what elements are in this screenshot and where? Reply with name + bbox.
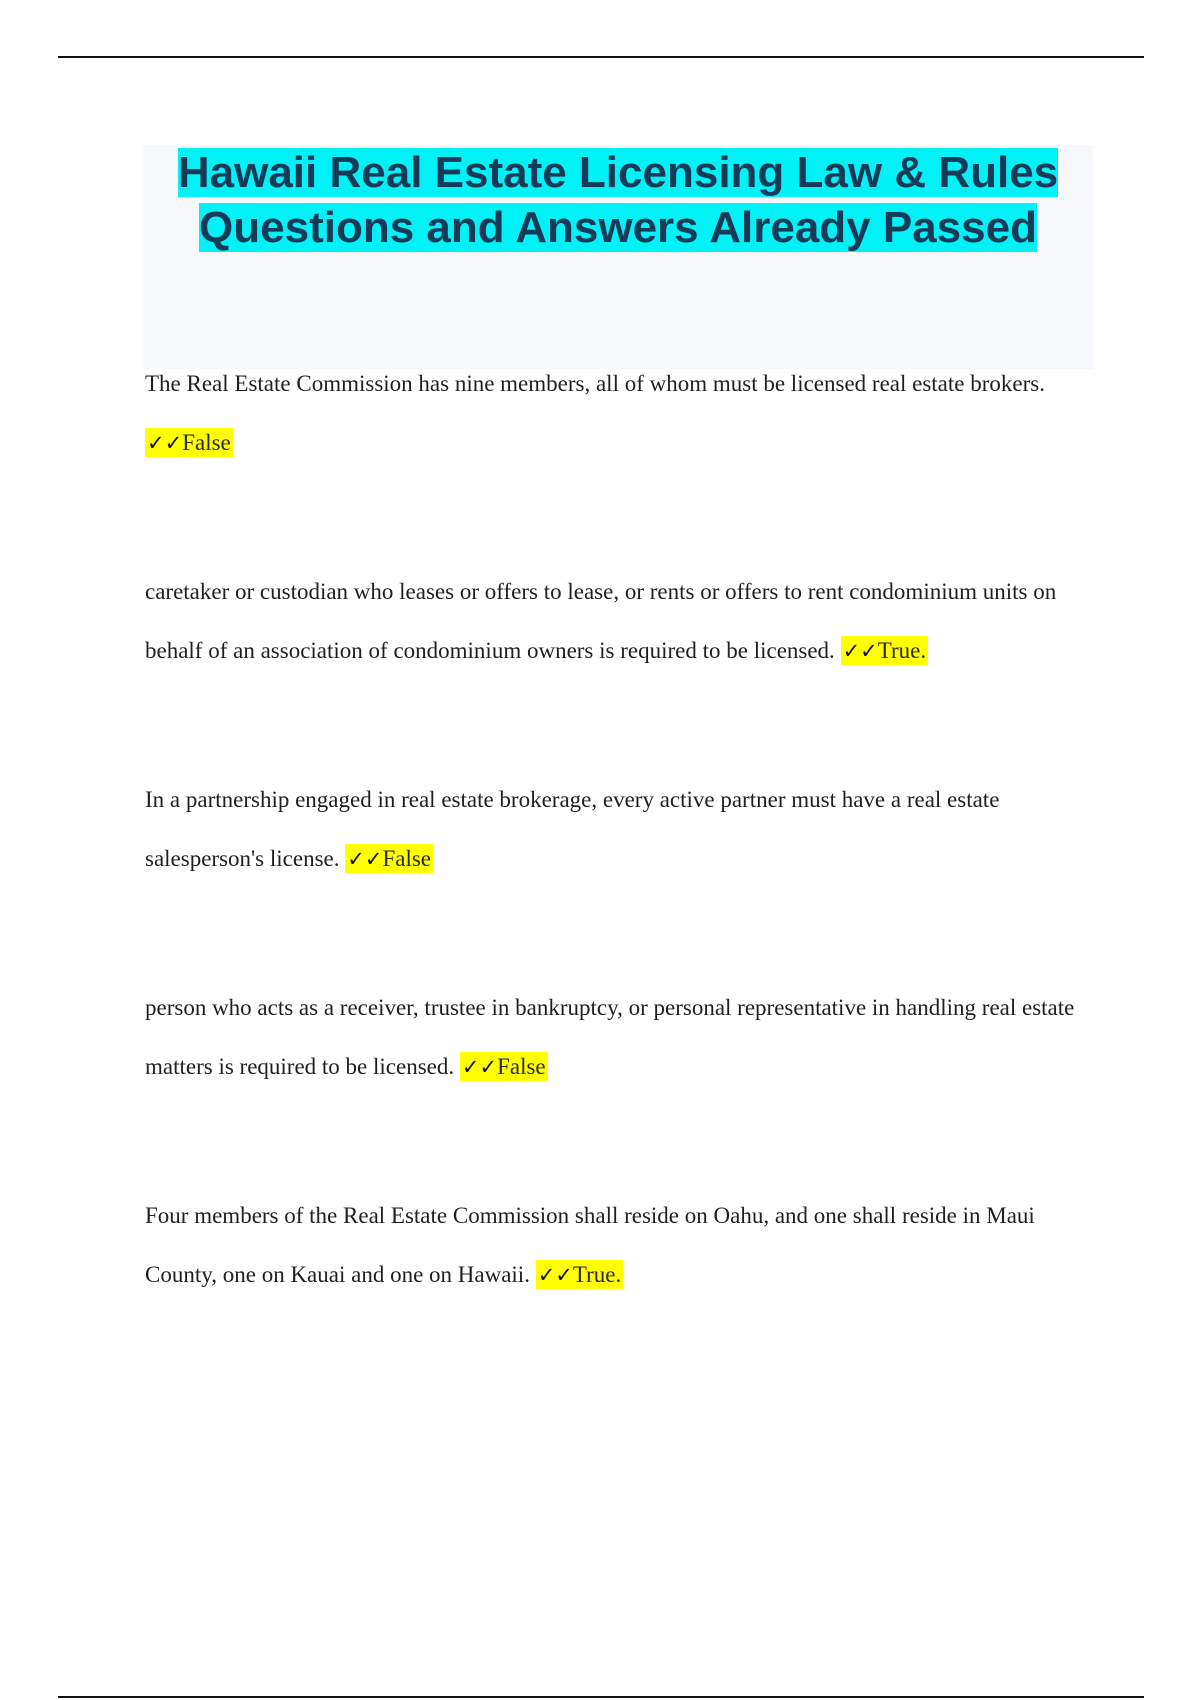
question-text: Four members of the Real Estate Commission shall reside on Oahu, and one shall reside in Maui County, one on Kauai and one on Hawaii. — [145, 1203, 1035, 1287]
qa-item-1 — [145, 354, 1095, 473]
answer-badge — [841, 636, 929, 665]
double-check-icon: ✓✓ — [537, 1263, 573, 1287]
question-text: In a partnership engaged in real estate brokerage, every active partner must have a real estate salesperson's license. — [145, 787, 1000, 871]
qa-item-3 — [145, 770, 1095, 889]
answer-text: False — [382, 846, 431, 871]
document-title — [143, 145, 1093, 255]
double-check-icon: ✓✓ — [347, 847, 383, 871]
answer-badge — [460, 1052, 548, 1081]
answer-text: False — [182, 430, 231, 455]
qa-item-2 — [145, 562, 1095, 681]
question-text: The Real Estate Commission has nine members, all of whom must be licensed real estate brokers. — [145, 371, 1045, 396]
double-check-icon: ✓✓ — [461, 1055, 498, 1079]
top-rule — [58, 56, 1144, 58]
question-text: person who acts as a receiver, trustee in bankruptcy, or personal representative in handling real estate matters is required to be licensed. — [145, 995, 1075, 1079]
qa-item-4 — [145, 978, 1095, 1097]
qa-item-5 — [145, 1186, 1095, 1305]
answer-text: True. — [877, 638, 927, 663]
question-text: caretaker or custodian who leases or offers to lease, or rents or offers to rent condominium units on behalf of an association of condominium owners is required to be licensed. — [145, 579, 1057, 663]
answer-badge — [536, 1260, 624, 1289]
bottom-rule — [58, 1696, 1144, 1698]
answer-badge — [145, 428, 233, 457]
answer-text: True. — [572, 1262, 622, 1287]
answer-badge — [345, 844, 433, 873]
double-check-icon: ✓✓ — [147, 431, 183, 455]
answer-text: False — [497, 1054, 546, 1079]
double-check-icon: ✓✓ — [842, 639, 878, 663]
title-text: Hawaii Real Estate Licensing Law & Rules Questions and Answers Already Passed — [177, 148, 1059, 252]
